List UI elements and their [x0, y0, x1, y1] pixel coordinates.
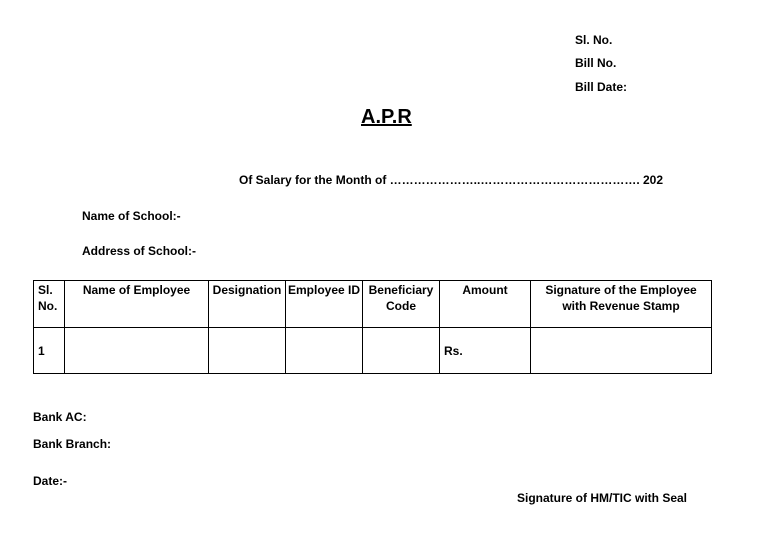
cell-employee-id[interactable] — [286, 328, 363, 374]
cell-designation[interactable] — [209, 328, 286, 374]
header-name-of-employee: Name of Employee — [65, 281, 209, 328]
document-title: A.P.R — [361, 106, 412, 128]
cell-signature[interactable] — [531, 328, 712, 374]
header-beneficiary-code: Beneficiary Code — [363, 281, 440, 328]
header-signature: Signature of the Employee with Revenue Stamp — [531, 281, 712, 328]
sl-no-label: Sl. No. — [575, 33, 613, 47]
header-employee-id: Employee ID — [286, 281, 363, 328]
salary-month-line: Of Salary for the Month of …………………..…………………………………. 202 — [239, 173, 664, 187]
date-label: Date:- — [33, 474, 68, 488]
cell-beneficiary-code[interactable] — [363, 328, 440, 374]
hm-signature-label: Signature of HM/TIC with Seal — [517, 491, 688, 505]
table-header-row — [34, 281, 712, 328]
header-sl-no: Sl. No. — [34, 281, 65, 328]
school-name-label: Name of School:- — [82, 209, 181, 223]
bill-date-label: Bill Date: — [575, 80, 628, 94]
bank-ac-label: Bank AC: — [33, 410, 87, 424]
header-designation: Designation — [209, 281, 286, 328]
cell-sl-no[interactable]: 1 — [34, 328, 65, 374]
cell-amount[interactable]: Rs. — [440, 328, 531, 374]
bank-branch-label: Bank Branch: — [33, 437, 112, 451]
bill-no-label: Bill No. — [575, 56, 617, 70]
table-row — [34, 328, 712, 374]
school-address-label: Address of School:- — [82, 244, 197, 258]
salary-table — [33, 280, 712, 374]
header-amount: Amount — [440, 281, 531, 328]
cell-name-of-employee[interactable] — [65, 328, 209, 374]
